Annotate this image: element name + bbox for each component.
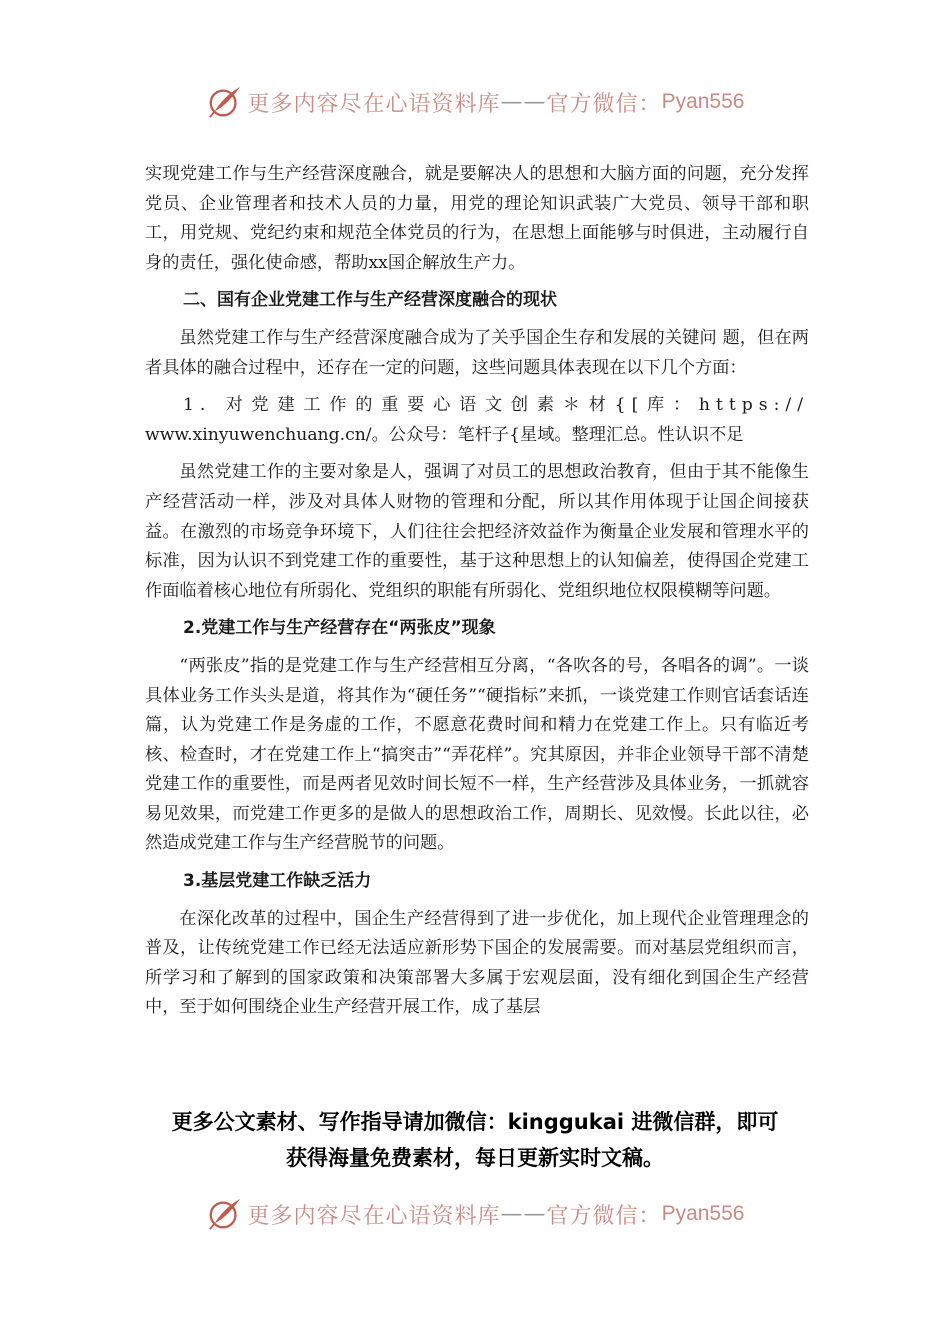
watermark-wechat-label: 官方微信： — [546, 1203, 662, 1229]
watermark-wechat-id: Pyan556 — [661, 1202, 745, 1225]
promo-line-1: 更多公文素材、写作指导请加微信：kinggukai 进微信群，即可 — [171, 1110, 779, 1134]
watermark-header — [0, 80, 950, 124]
watermark-separator: —— — [500, 89, 547, 115]
paragraph-2: 虽然党建工作与生产经营深度融合成为了关乎国企生存和发展的关键问 题，但在两者具体的融合过程中，还存在一定的问题，这些问题具体表现在以下几个方面： — [145, 327, 809, 378]
quill-logo-icon — [206, 1195, 244, 1233]
watermark-separator: —— — [500, 1201, 547, 1227]
quill-logo-icon — [206, 83, 244, 121]
promo-line-2: 获得海量免费素材，每日更新实时文稿。 — [286, 1146, 664, 1170]
watermark-main-text: 更多内容尽在心语资料库 — [247, 91, 501, 117]
item-1-heading-line-2: www.xinyuwenchuang.cn/。公众号：笔杆子{星域。整理汇总。性认识不足 — [145, 424, 744, 445]
item-3-heading: 3.基层党建工作缺乏活力 — [183, 871, 372, 892]
watermark-wechat-label: 官方微信： — [546, 91, 662, 117]
item-2-heading: 2.党建工作与生产经营存在“两张皮”现象 — [183, 618, 496, 639]
document-body — [145, 160, 809, 1023]
promo-banner — [0, 1104, 950, 1176]
paragraph-4: “两张皮”指的是党建工作与生产经营相互分离，“各吹各的号，各唱各的调”。一谈具体业务工作头头是道，将其作为“硬任务”“硬指标”来抓，一谈党建工作则官话套话连篇，认为党建工作是务虚的工作，不愿意花费时间和精力在党建工作上。只有临近考核、检查时，才在党建工作上“搞突击”“弄花样”。究其原因，并非企业领导干部不清楚党建工作的重要性，而是两者见效时间长短不一样，生产经营涉及具体业务，一抓就容易见效果，而党建工作更多的是做人的思想政治工作，周期长、见效慢。长此以往，必然造成党建工作与生产经营脱节的问题。 — [145, 655, 809, 854]
watermark-main-text: 更多内容尽在心语资料库 — [247, 1203, 501, 1229]
section-heading-2: 二、国有企业党建工作与生产经营深度融合的现状 — [183, 290, 557, 311]
paragraph-3: 虽然党建工作的主要对象是人，强调了对员工的思想政治教育，但由于其不能像生产经营活动一样，涉及对具体人财物的管理和分配，所以其作用体现于让国企间接获益。在激烈的市场竞争环境下，人们往往会把经济效益作为衡量企业发展和管理水平的标准，因为认识不到党建工作的重要性，基于这种思想上的认知偏差，使得国企党建工作面临着核心地位有所弱化、党组织的职能有所弱化、党组织地位权限模糊等问题。 — [145, 462, 809, 601]
watermark-wechat-id: Pyan556 — [661, 90, 745, 113]
watermark-footer — [0, 1192, 950, 1236]
paragraph-5: 在深化改革的过程中，国企生产经营得到了进一步优化，加上现代企业管理理念的普及，让传统党建工作已经无法适应新形势下国企的发展需要。而对基层党组织而言，所学习和了解到的国家政策和决策部署大多属于宏观层面，没有细化到国企生产经营中，至于如何围绕企业生产经营开展工作，成了基层 — [145, 908, 809, 1018]
paragraph-1: 实现党建工作与生产经营深度融合，就是要解决人的思想和大脑方面的问题，充分发挥党员、企业管理者和技术人员的力量，用党的理论知识武装广大党员、领导干部和职工，用党规、党纪约束和规范全体党员的行为，在思想上面能够与时俱进，主动履行自身的责任，强化使命感，帮助xx国企解放生产力。 — [145, 164, 809, 273]
item-1-heading-line-1: 1. 对党建工作的重要心语文创素＊材{[库：https:// — [183, 395, 809, 416]
